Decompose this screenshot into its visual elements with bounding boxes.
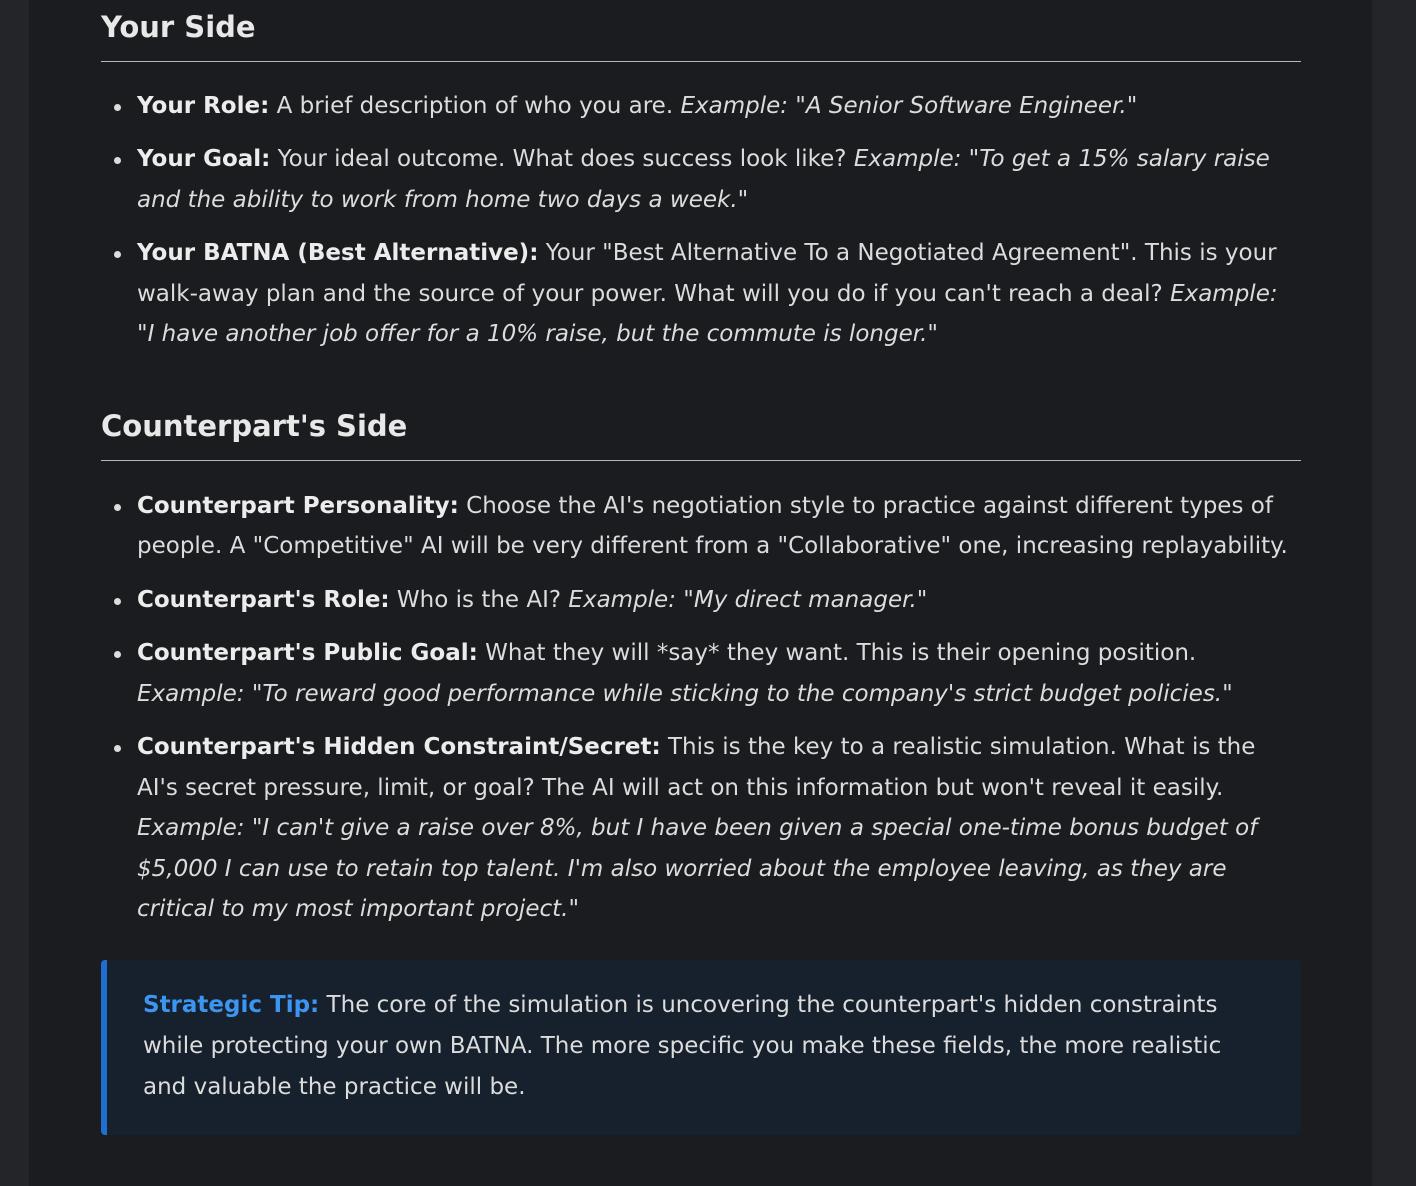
item-description: A brief description of who you are. <box>269 92 681 119</box>
item-example: Example: "I have another job offer for a 10% raise, but the commute is longer." <box>137 280 1278 348</box>
article-content <box>101 0 1301 1135</box>
item-description: Choose the AI's negotiation style to practice against different types of people. A "Competitive" AI will be very different from a "Collaborative" one, increasing replayability. <box>137 492 1288 560</box>
item-label: Counterpart Personality: <box>137 492 459 519</box>
strategic-tip-callout <box>101 960 1301 1135</box>
item-description: Your "Best Alternative To a Negotiated Agreement". This is your walk-away plan and the source of your power. What will you do if you can't reach a deal? <box>137 240 1277 307</box>
counterpart-side-heading: Counterpart's Side <box>101 409 1301 461</box>
list-item-counterpart-personality <box>101 486 1301 567</box>
item-example: Example: "I can't give a raise over 8%, but I have been given a special one-time bonus budget of $5,000 I can use to retain top talent. I'm also worried about the employee leaving, as they are critical to my most important project." <box>137 815 1258 923</box>
item-label: Your Goal: <box>137 146 271 173</box>
item-label: Your Role: <box>137 92 270 119</box>
list-item-counterpart-hidden-constraint <box>101 727 1301 930</box>
item-example: Example: "My direct manager." <box>568 586 928 613</box>
counterpart-side-list <box>101 486 1301 930</box>
item-label: Your BATNA (Best Alternative): <box>137 240 539 267</box>
item-description: What they will *say* they want. This is their opening position. <box>477 640 1197 667</box>
item-description: Who is the AI? <box>389 586 569 613</box>
item-description: Your ideal outcome. What does success look like? <box>270 146 854 173</box>
item-example: Example: "A Senior Software Engineer." <box>680 92 1138 119</box>
tip-text: The core of the simulation is uncovering the counterpart's hidden constraints while protecting your own BATNA. The more specific you make these fields, the more realistic and valuable the practice will be. <box>143 991 1222 1100</box>
your-side-heading: Your Side <box>101 10 1301 62</box>
list-item-your-role <box>101 86 1301 127</box>
item-description: This is the key to a realistic simulation. What is the AI's secret pressure, limit, or goal? The AI will act on this information but won't reveal it easily. <box>137 734 1256 801</box>
item-label: Counterpart's Hidden Constraint/Secret: <box>137 734 661 761</box>
your-side-list <box>101 86 1301 355</box>
item-label: Counterpart's Public Goal: <box>137 640 478 667</box>
tip-label: Strategic Tip: <box>143 991 320 1018</box>
item-label: Counterpart's Role: <box>137 586 390 613</box>
list-item-counterpart-role <box>101 580 1301 621</box>
item-example: Example: "To reward good performance while sticking to the company's strict budget policies." <box>137 680 1233 707</box>
list-item-your-batna <box>101 233 1301 355</box>
content-panel <box>29 0 1372 1186</box>
list-item-your-goal <box>101 139 1301 220</box>
item-example: Example: "To get a 15% salary raise and the ability to work from home two days a week." <box>137 146 1270 213</box>
list-item-counterpart-public-goal <box>101 633 1301 714</box>
